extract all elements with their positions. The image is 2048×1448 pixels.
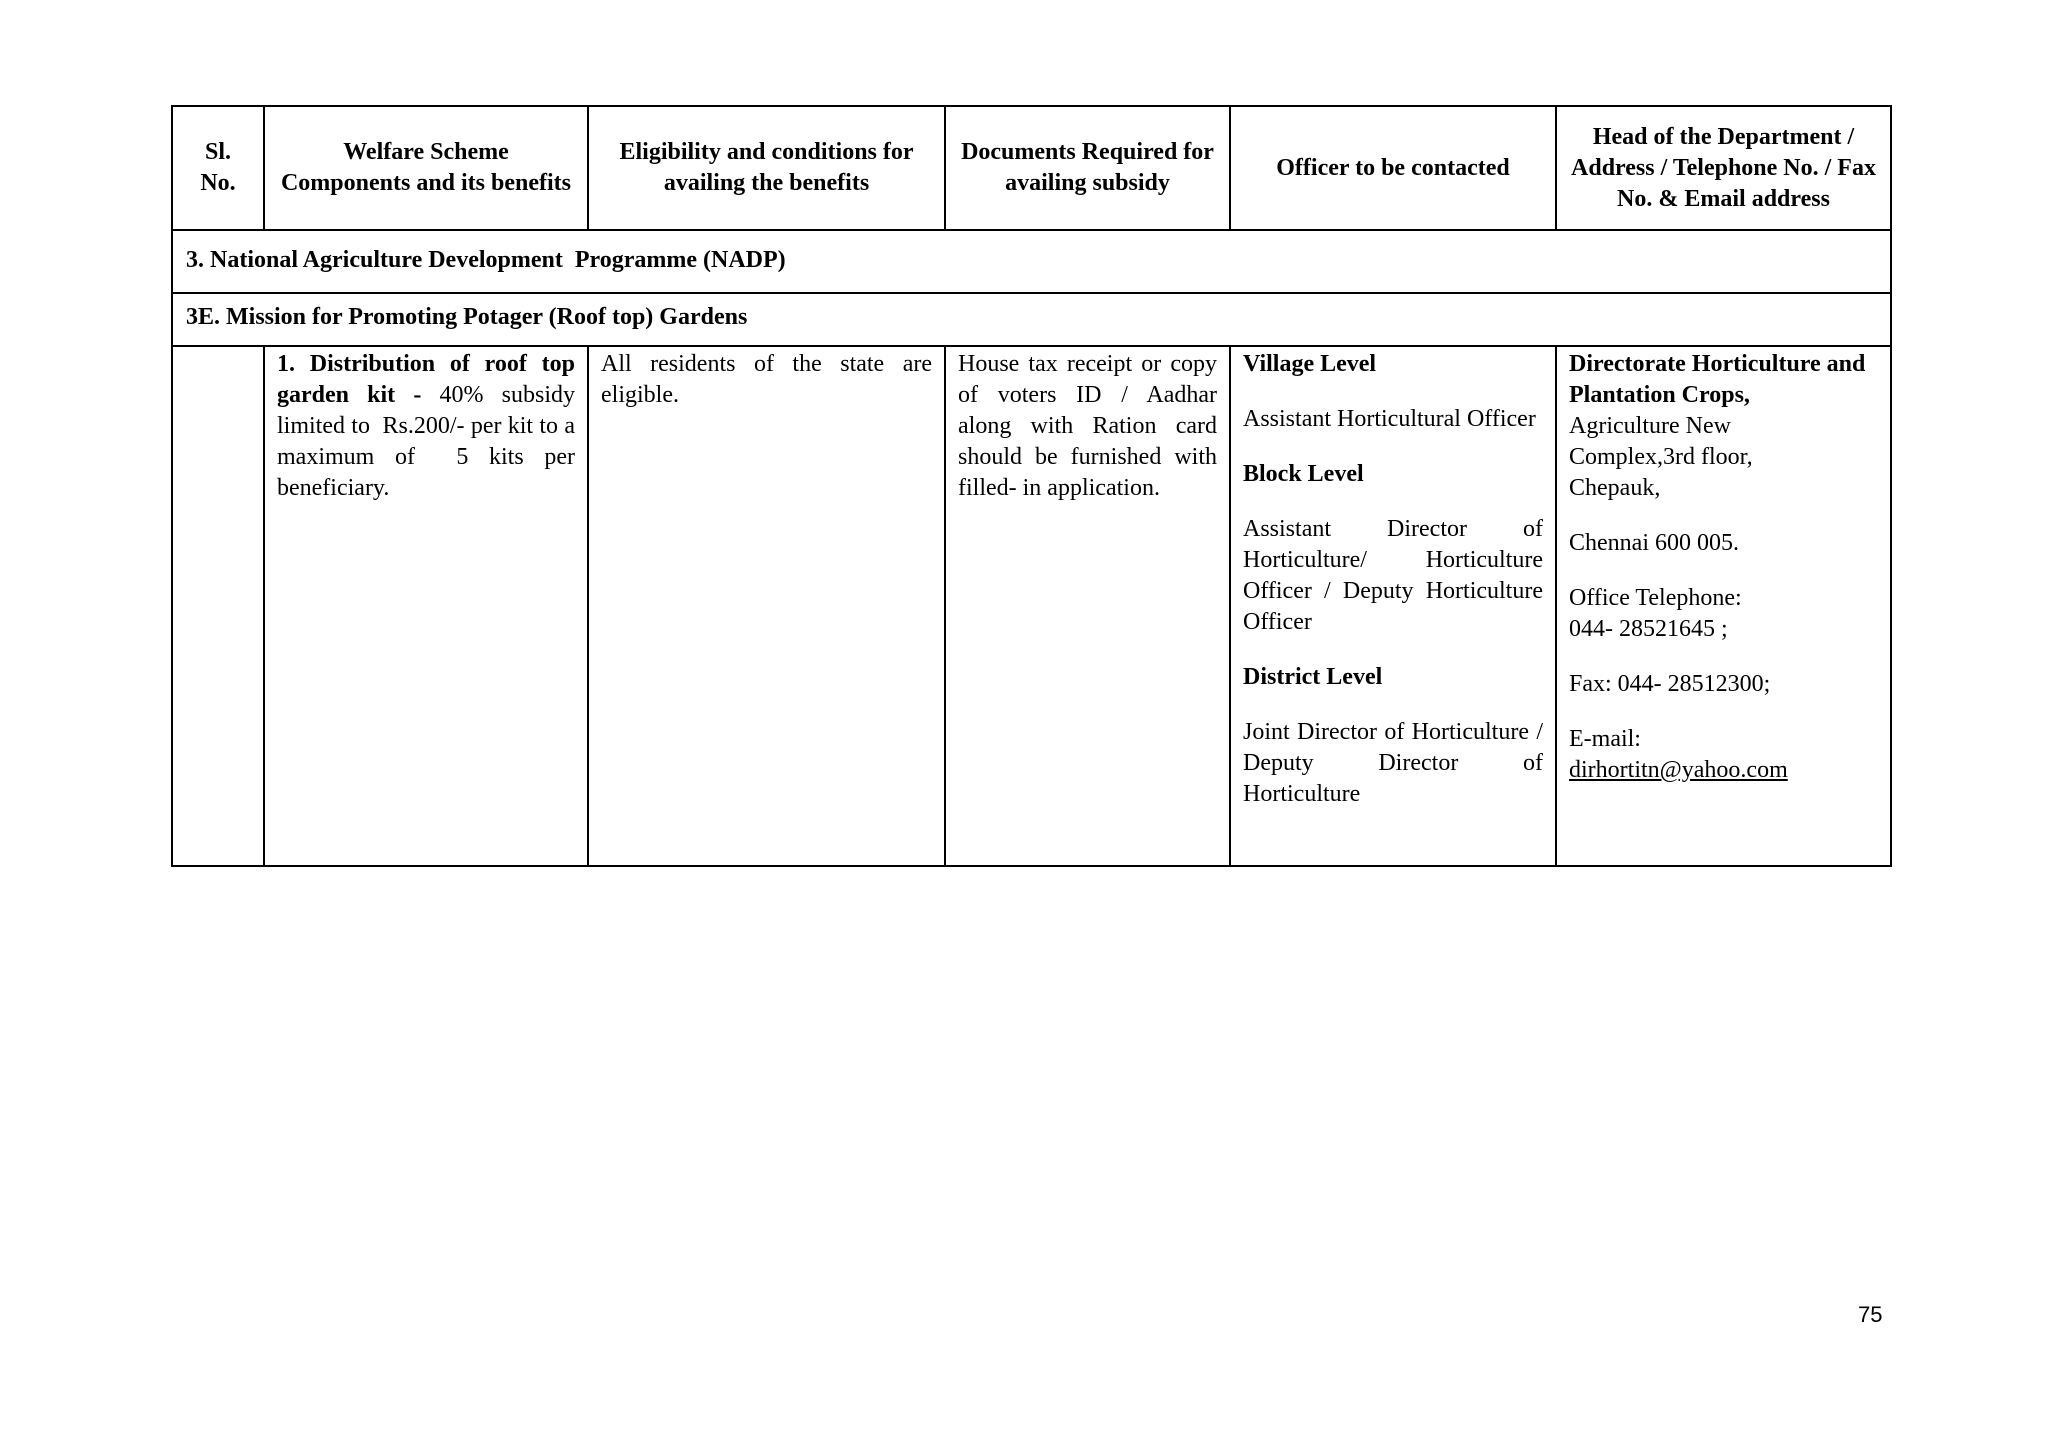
department-address-line3: Chepauk,: [1569, 475, 1661, 501]
cell-sl-no: [172, 346, 264, 866]
department-email-link[interactable]: dirhortitn@yahoo.com: [1569, 757, 1788, 783]
officer-level-block: Block Level: [1243, 461, 1364, 487]
cell-officer: [1230, 346, 1556, 866]
department-city: Chennai 600 005.: [1569, 530, 1739, 556]
component-title: 1. Distribution of roof top garden kit -: [277, 351, 581, 408]
department-telephone: 044- 28521645 ;: [1569, 616, 1728, 642]
component-text: 40% subsidy limited to Rs.200/- per kit to a maximum of 5 kits per beneficiary.: [277, 382, 582, 501]
department-fax: Fax: 044- 28512300;: [1569, 671, 1771, 697]
officer-district: Joint Director of Horticulture / Deputy Director of Horticulture: [1243, 719, 1543, 807]
header-documents: Documents Required for availing subsidy: [945, 106, 1230, 230]
section-row: [172, 230, 1891, 293]
subsection-row: [172, 293, 1891, 346]
cell-eligibility: All residents of the state are eligible.: [588, 346, 945, 866]
officer-level-district: District Level: [1243, 664, 1383, 690]
cell-component: [264, 346, 588, 866]
department-name: Directorate Horticulture and Plantation Crops,: [1569, 351, 1866, 408]
table-row: [172, 346, 1891, 866]
department-email-line: [1569, 755, 1878, 786]
header-eligibility: Eligibility and conditions for availing the benefits: [588, 106, 945, 230]
officer-village: Assistant Horticultural Officer: [1243, 406, 1536, 432]
section-title: 3. National Agriculture Development Programme (NADP): [172, 230, 1891, 293]
header-sl-no: Sl. No.: [172, 106, 264, 230]
page-number: 75: [1858, 1302, 1883, 1327]
department-telephone-label: Office Telephone:: [1569, 585, 1742, 611]
cell-documents: House tax receipt or copy of voters ID / Aadhar along with Ration card should be furnished with filled- in application.: [945, 346, 1230, 866]
header-scheme-components: Welfare Scheme Components and its benefits: [264, 106, 588, 230]
header-officer: Officer to be contacted: [1230, 106, 1556, 230]
department-address-line1: Agriculture New: [1569, 413, 1731, 439]
subsection-title: 3E. Mission for Promoting Potager (Roof top) Gardens: [172, 293, 1891, 346]
department-email-label: E-mail:: [1569, 726, 1641, 752]
officer-level-village: Village Level: [1243, 351, 1377, 377]
cell-department: [1556, 346, 1891, 866]
officer-block: Assistant Director of Horticulture/ Horticulture Officer / Deputy Horticulture Officer: [1243, 516, 1543, 635]
table-header-row: [172, 106, 1891, 230]
scheme-table: [171, 105, 1892, 867]
header-department: Head of the Department / Address / Telephone No. / Fax No. & Email address: [1556, 106, 1891, 230]
department-address-line2: Complex,3rd floor,: [1569, 444, 1753, 470]
